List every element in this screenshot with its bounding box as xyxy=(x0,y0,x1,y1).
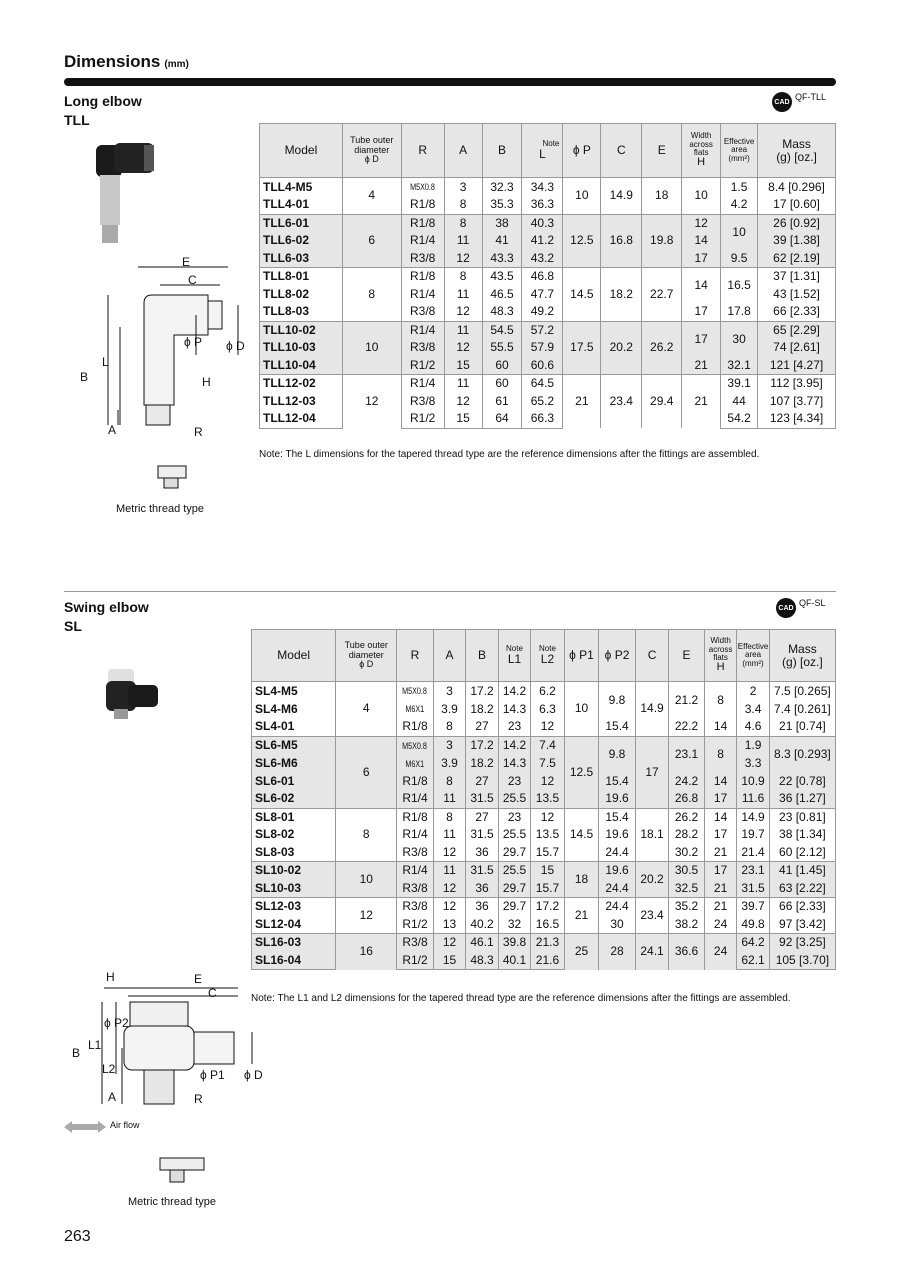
table-row: SL8-02 R1/4 11 31.5 25.5 13.5 19.6 28.2 17 19.7 38 [1.34] xyxy=(252,826,836,844)
table-row: TLL6-03 R3/8 12 43.3 43.2 17 9.5 62 [2.19] xyxy=(260,250,836,268)
table-row: SL6-02 R1/4 11 31.5 25.5 13.5 19.6 26.8 17 11.6 36 [1.27] xyxy=(252,790,836,808)
table-row: TLL12-02 12 R1/4 11 60 64.5 21 23.4 29.4 21 39.1 112 [3.95] xyxy=(260,375,836,393)
col-width-across-flats: Width across flats H xyxy=(682,124,721,178)
sl-note: Note: The L1 and L2 dimensions for the tapered thread type are the reference dimensions after the fittings are assembled. xyxy=(251,993,791,1004)
tll-cad-link[interactable]: CAD QF-TLL xyxy=(772,92,826,112)
col-a: A xyxy=(444,124,482,178)
table-row: TLL10-03 R3/8 12 55.5 57.9 74 [2.61] xyxy=(260,339,836,357)
table-row: TLL12-04 R1/2 15 64 66.3 54.2 123 [4.34] xyxy=(260,410,836,428)
col-effective-area: Effective area (mm²) xyxy=(721,124,758,178)
cad-icon: CAD xyxy=(772,92,792,112)
table-row: SL10-03 R3/8 12 36 29.7 15.7 24.4 32.5 21 31.5 63 [2.22] xyxy=(252,880,836,898)
col-b: B xyxy=(482,124,522,178)
table-row: SL10-02 10 R1/4 11 31.5 25.5 15 18 19.6 20.2 30.5 17 23.1 41 [1.45] xyxy=(252,862,836,880)
table-row: SL4-M5 4 M5X0.8 3 17.2 14.2 6.2 10 9.8 14.9 21.2 8 2 7.5 [0.265] xyxy=(252,682,836,701)
table-row: TLL10-02 10 R1/4 11 54.5 57.2 17.5 20.2 26.2 17 30 65 [2.29] xyxy=(260,321,836,339)
col-model: Model xyxy=(252,630,336,682)
table-row: SL8-01 8 R1/8 8 27 23 12 14.5 15.4 18.1 26.2 14 14.9 23 [0.81] xyxy=(252,808,836,826)
col-mass: Mass (g) [oz.] xyxy=(758,124,836,178)
table-row: TLL6-02 R1/4 11 41 41.2 14 39 [1.38] xyxy=(260,232,836,250)
col-a: A xyxy=(433,630,465,682)
col-e: E xyxy=(669,630,705,682)
sl-cad-link[interactable]: CAD QF-SL xyxy=(776,598,826,618)
unit-label: (mm) xyxy=(164,59,189,70)
tll-metric-thread-drawing xyxy=(128,458,188,497)
col-width-across-flats: Width across flats H xyxy=(704,630,736,682)
table-row: SL16-03 16 R3/8 12 46.1 39.8 21.3 25 28 24.1 36.6 24 64.2 92 [3.25] xyxy=(252,934,836,952)
col-r: R xyxy=(401,124,444,178)
sl-metric-thread-drawing xyxy=(118,1150,208,1191)
page-title: Dimensions (mm) xyxy=(64,52,189,71)
tll-dimension-table xyxy=(259,123,836,429)
col-b: B xyxy=(466,630,498,682)
table-row: SL16-04 R1/2 15 48.3 40.1 21.6 62.1 105 [3.70] xyxy=(252,952,836,970)
air-flow-arrow-icon xyxy=(64,1120,106,1138)
col-c: C xyxy=(635,630,669,682)
col-effective-area: Effective area (mm²) xyxy=(737,630,769,682)
table-row: TLL4-01 R1/8 8 35.3 36.3 4.2 17 [0.60] xyxy=(260,196,836,214)
col-p2: ϕ P2 xyxy=(599,630,636,682)
table-row: SL12-04 R1/2 13 40.2 32 16.5 30 38.2 24 49.8 97 [3.42] xyxy=(252,916,836,934)
col-p: ϕ P xyxy=(563,124,601,178)
table-row: TLL8-02 R1/4 11 46.5 47.7 43 [1.52] xyxy=(260,286,836,304)
air-flow-label: Air flow xyxy=(110,1120,140,1130)
table-row: SL6-01 R1/8 8 27 23 12 15.4 24.2 14 10.9 22 [0.78] xyxy=(252,773,836,791)
table-row: SL12-03 12 R3/8 12 36 29.7 17.2 21 24.4 23.4 35.2 21 39.7 66 [2.33] xyxy=(252,898,836,916)
col-tube-diameter: Tube outer diameter ϕ D xyxy=(342,124,401,178)
col-e: E xyxy=(642,124,682,178)
title-rule xyxy=(64,78,836,86)
col-p1: ϕ P1 xyxy=(564,630,599,682)
table-row: TLL8-03 R3/8 12 48.3 49.2 17 17.8 66 [2.33] xyxy=(260,303,836,321)
tll-product-photo xyxy=(94,135,164,250)
page-number: 263 xyxy=(64,1228,91,1245)
sl-metric-caption: Metric thread type xyxy=(128,1196,217,1208)
col-mass: Mass (g) [oz.] xyxy=(769,630,835,682)
tll-section-title: Long elbow TLL xyxy=(64,93,142,128)
tll-note: Note: The L dimensions for the tapered thread type are the reference dimensions after the fittings are assembled. xyxy=(259,449,760,460)
section-divider xyxy=(64,591,836,592)
tll-dimension-drawing: E C ϕ P ϕ D L B H A R xyxy=(80,255,245,439)
col-c: C xyxy=(601,124,642,178)
table-row: TLL10-04 R1/2 15 60 60.6 21 32.1 121 [4.27] xyxy=(260,357,836,375)
col-l1: Note L1 xyxy=(498,630,530,682)
table-row: TLL4-M5 4 M5X0.8 3 32.3 34.3 10 14.9 18 10 1.5 8.4 [0.296] xyxy=(260,178,836,197)
sl-dimension-drawing: H E C ϕ P2 L1 B L2 A ϕ P1 ϕ D R xyxy=(72,970,263,1106)
table-row: SL4-M6 M6X1 3.9 18.2 14.3 6.3 3.4 7.4 [0.261] xyxy=(252,700,836,718)
table-row: TLL8-01 8 R1/8 8 43.5 46.8 14.5 18.2 22.7 14 16.5 37 [1.31] xyxy=(260,268,836,286)
col-l: Note L xyxy=(522,124,563,178)
sl-dimension-table xyxy=(251,629,836,970)
col-l2: Note L2 xyxy=(531,630,565,682)
col-model: Model xyxy=(260,124,343,178)
table-row: SL8-03 R3/8 12 36 29.7 15.7 24.4 30.2 21 21.4 60 [2.12] xyxy=(252,844,836,862)
tll-metric-caption: Metric thread type xyxy=(116,503,205,515)
table-row: SL6-M6 M6X1 3.9 18.2 14.3 7.5 3.3 xyxy=(252,755,836,773)
table-row: SL4-01 R1/8 8 27 23 12 15.4 22.2 14 4.6 21 [0.74] xyxy=(252,718,836,736)
col-r: R xyxy=(397,630,434,682)
table-row: TLL6-01 6 R1/8 8 38 40.3 12.5 16.8 19.8 12 10 26 [0.92] xyxy=(260,214,836,232)
sl-section-title: Swing elbow SL xyxy=(64,599,149,634)
table-row: SL6-M5 6 M5X0.8 3 17.2 14.2 7.4 12.5 9.8 17 23.1 8 1.9 8.3 [0.293] xyxy=(252,736,836,755)
cad-icon: CAD xyxy=(776,598,796,618)
col-tube-diameter: Tube outer diameter ϕ D xyxy=(336,630,397,682)
sl-product-photo xyxy=(100,665,162,725)
table-row: TLL12-03 R3/8 12 61 65.2 44 107 [3.77] xyxy=(260,393,836,411)
